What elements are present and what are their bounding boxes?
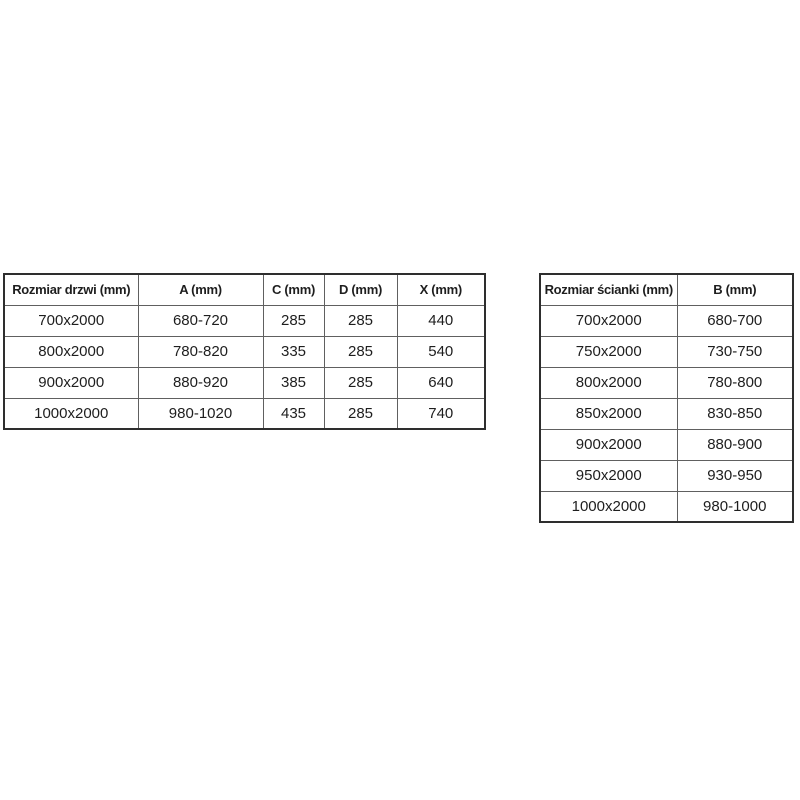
table-cell: 285 (324, 336, 397, 367)
table-cell: 1000x2000 (540, 491, 677, 522)
table-cell: 680-700 (677, 305, 793, 336)
table-cell: 285 (324, 305, 397, 336)
table-cell: 930-950 (677, 460, 793, 491)
table-header-row (540, 274, 793, 305)
table-cell: 780-800 (677, 367, 793, 398)
table-row (4, 305, 485, 336)
table-row (540, 460, 793, 491)
wall-size-table (539, 273, 794, 523)
table-row (540, 367, 793, 398)
table-row (4, 336, 485, 367)
table-row (4, 367, 485, 398)
table-cell: 335 (263, 336, 324, 367)
table-cell: 440 (397, 305, 485, 336)
table-cell: 980-1020 (138, 398, 263, 429)
table-cell: 700x2000 (540, 305, 677, 336)
table-cell: 900x2000 (4, 367, 138, 398)
table-cell: 880-920 (138, 367, 263, 398)
table-row (540, 491, 793, 522)
table-cell: 640 (397, 367, 485, 398)
table-cell: 800x2000 (4, 336, 138, 367)
table-cell: 435 (263, 398, 324, 429)
table-cell: 850x2000 (540, 398, 677, 429)
table-cell: 750x2000 (540, 336, 677, 367)
table-cell: 950x2000 (540, 460, 677, 491)
table-cell: 740 (397, 398, 485, 429)
table-row (540, 398, 793, 429)
table-cell: 700x2000 (4, 305, 138, 336)
table-row (540, 305, 793, 336)
table-row (540, 429, 793, 460)
table-cell: 540 (397, 336, 485, 367)
table-cell: 730-750 (677, 336, 793, 367)
table-cell: 800x2000 (540, 367, 677, 398)
table-cell: 385 (263, 367, 324, 398)
column-header-rozmiar-drzwi: Rozmiar drzwi (mm) (4, 274, 138, 305)
column-header-x: X (mm) (397, 274, 485, 305)
table-header-row (4, 274, 485, 305)
table-cell: 285 (263, 305, 324, 336)
column-header-a: A (mm) (138, 274, 263, 305)
table-cell: 1000x2000 (4, 398, 138, 429)
table-cell: 830-850 (677, 398, 793, 429)
table-row (4, 398, 485, 429)
table-cell: 780-820 (138, 336, 263, 367)
table-row (540, 336, 793, 367)
door-size-table (3, 273, 486, 430)
table-cell: 285 (324, 398, 397, 429)
table-cell: 680-720 (138, 305, 263, 336)
column-header-b: B (mm) (677, 274, 793, 305)
column-header-c: C (mm) (263, 274, 324, 305)
table-cell: 980-1000 (677, 491, 793, 522)
column-header-rozmiar-scianki: Rozmiar ścianki (mm) (540, 274, 677, 305)
column-header-d: D (mm) (324, 274, 397, 305)
table-cell: 285 (324, 367, 397, 398)
table-cell: 880-900 (677, 429, 793, 460)
table-cell: 900x2000 (540, 429, 677, 460)
